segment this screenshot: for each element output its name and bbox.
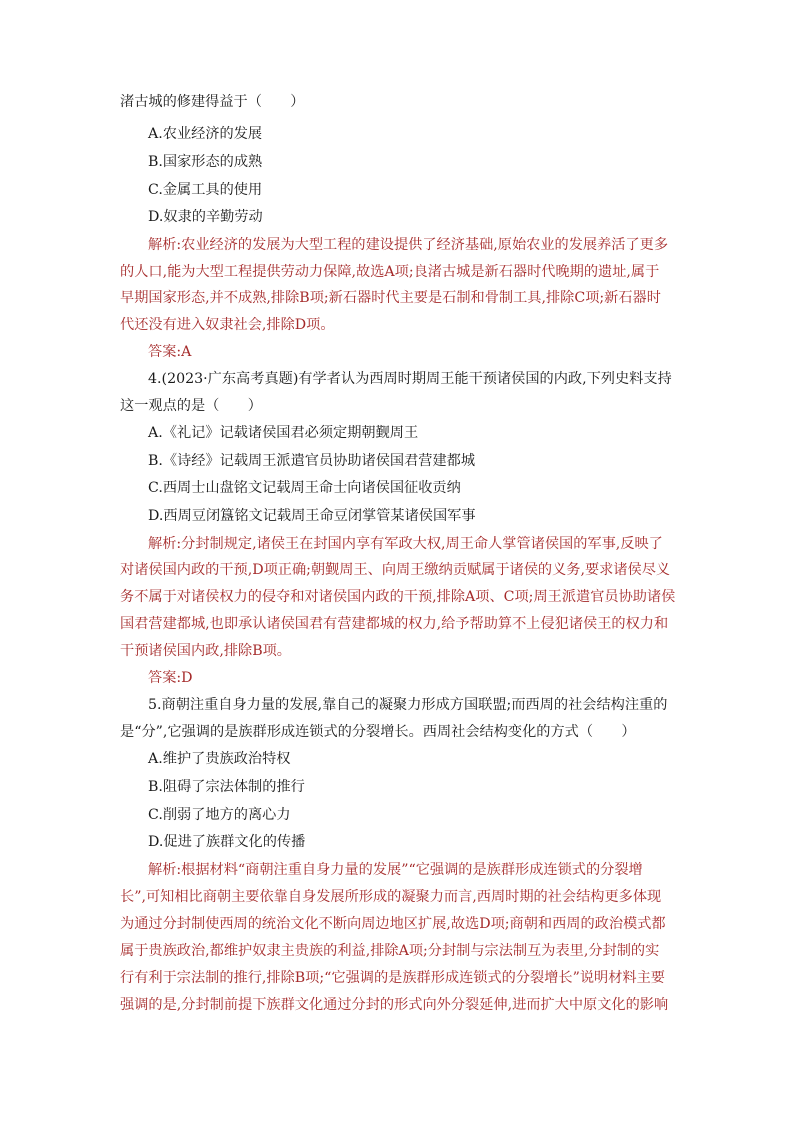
q4-option-d: D.西周豆闭簋铭文记载周王命豆闭掌管某诸侯国军事 (148, 508, 476, 524)
q4-option-b: B.《诗经》记载周王派遣官员协助诸侯国君营建都城 (148, 453, 476, 469)
q4-analysis-line: 解析:分封制规定,诸侯王在封国内享有军政大权,周王命人掌管诸侯国的军事,反映了 (148, 536, 663, 552)
q4-analysis-line: 干预诸侯国内政,排除B项。 (120, 643, 291, 659)
q4-analysis-line: 国君营建都城,也即承认诸侯国君有营建都城的权力,给予帮助算不上侵犯诸侯王的权力和 (120, 616, 669, 632)
q5-stem-line: 是“分”,它强调的是族群形成连锁式的分裂增长。西周社会结构变化的方式（ ） (120, 724, 636, 740)
q4-stem-line: 4.(2023·广东高考真题)有学者认为西周时期周王能干预诸侯国的内政,下列史料支持 (148, 371, 672, 387)
q5-option-a: A.维护了贵族政治特权 (148, 751, 291, 767)
q3-analysis-line: 的人口,能为大型工程提供劳动力保障,故选A项;良渚古城是新石器时代晚期的遗址,属于 (120, 264, 660, 280)
q5-stem-line: 5.商朝注重自身力量的发展,靠自己的凝聚力形成方国联盟;而西周的社会结构注重的 (148, 697, 668, 713)
q5-analysis-line: 长”,可知相比商朝主要依靠自身发展所形成的凝聚力而言,西周时期的社会结构更多体现 (120, 889, 662, 905)
q3-analysis-line: 代还没有进入奴隶社会,排除D项。 (120, 317, 335, 333)
q3-option-d: D.奴隶的辛勤劳动 (148, 209, 263, 225)
q4-answer: 答案:D (148, 670, 193, 686)
q5-analysis-line: 属于贵族政治,都维护奴隶主贵族的利益,排除A项;分封制与宗法制互为表里,分封制的实 (120, 943, 660, 959)
q3-analysis-line: 早期国家形态,并不成熟,排除B项;新石器时代主要是石制和骨制工具,排除C项;新石器时 (120, 290, 661, 306)
q4-stem-line: 这一观点的是（ ） (120, 398, 262, 414)
q3-stem: 渚古城的修建得益于（ ） (120, 94, 305, 110)
q5-option-c: C.削弱了地方的离心力 (148, 807, 291, 823)
q5-analysis-line: 为通过分封制使西周的统治文化不断向周边地区扩展,故选D项;商朝和西周的政治模式都 (120, 916, 666, 932)
q4-analysis-line: 务不属于对诸侯权力的侵夺和对诸侯国内政的干预,排除A项、C项;周王派遣官员协助诸侯 (120, 589, 676, 605)
q3-analysis-line: 解析:农业经济的发展为大型工程的建设提供了经济基础,原始农业的发展养活了更多 (148, 237, 669, 253)
q5-option-d: D.促进了族群文化的传播 (148, 834, 306, 850)
q3-answer: 答案:A (148, 344, 192, 360)
q5-option-b: B.阻碍了宗法体制的推行 (148, 779, 305, 795)
q5-analysis-line: 强调的是,分封制前提下族群文化通过分封的形式向外分裂延伸,进而扩大中原文化的影响 (120, 997, 669, 1013)
q3-option-c: C.金属工具的使用 (148, 182, 263, 198)
q4-analysis-line: 对诸侯国内政的干预,D项正确;朝觐周王、向周王缴纳贡赋属于诸侯的义务,要求诸侯尽义 (120, 562, 671, 578)
q4-option-a: A.《礼记》记载诸侯国君必须定期朝觐周王 (148, 425, 419, 441)
q5-analysis-line: 行有利于宗法制的推行,排除B项;“它强调的是族群形成连锁式的分裂增长”说明材料主要 (120, 970, 665, 986)
q4-option-c: C.西周士山盘铭文记载周王命士向诸侯国征收贡纳 (148, 480, 461, 496)
q3-option-b: B.国家形态的成熟 (148, 154, 263, 170)
q3-option-a: A.农业经济的发展 (148, 126, 263, 142)
q5-analysis-line: 解析:根据材料“商朝注重自身力量的发展”“它强调的是族群形成连锁式的分裂增 (148, 862, 643, 878)
